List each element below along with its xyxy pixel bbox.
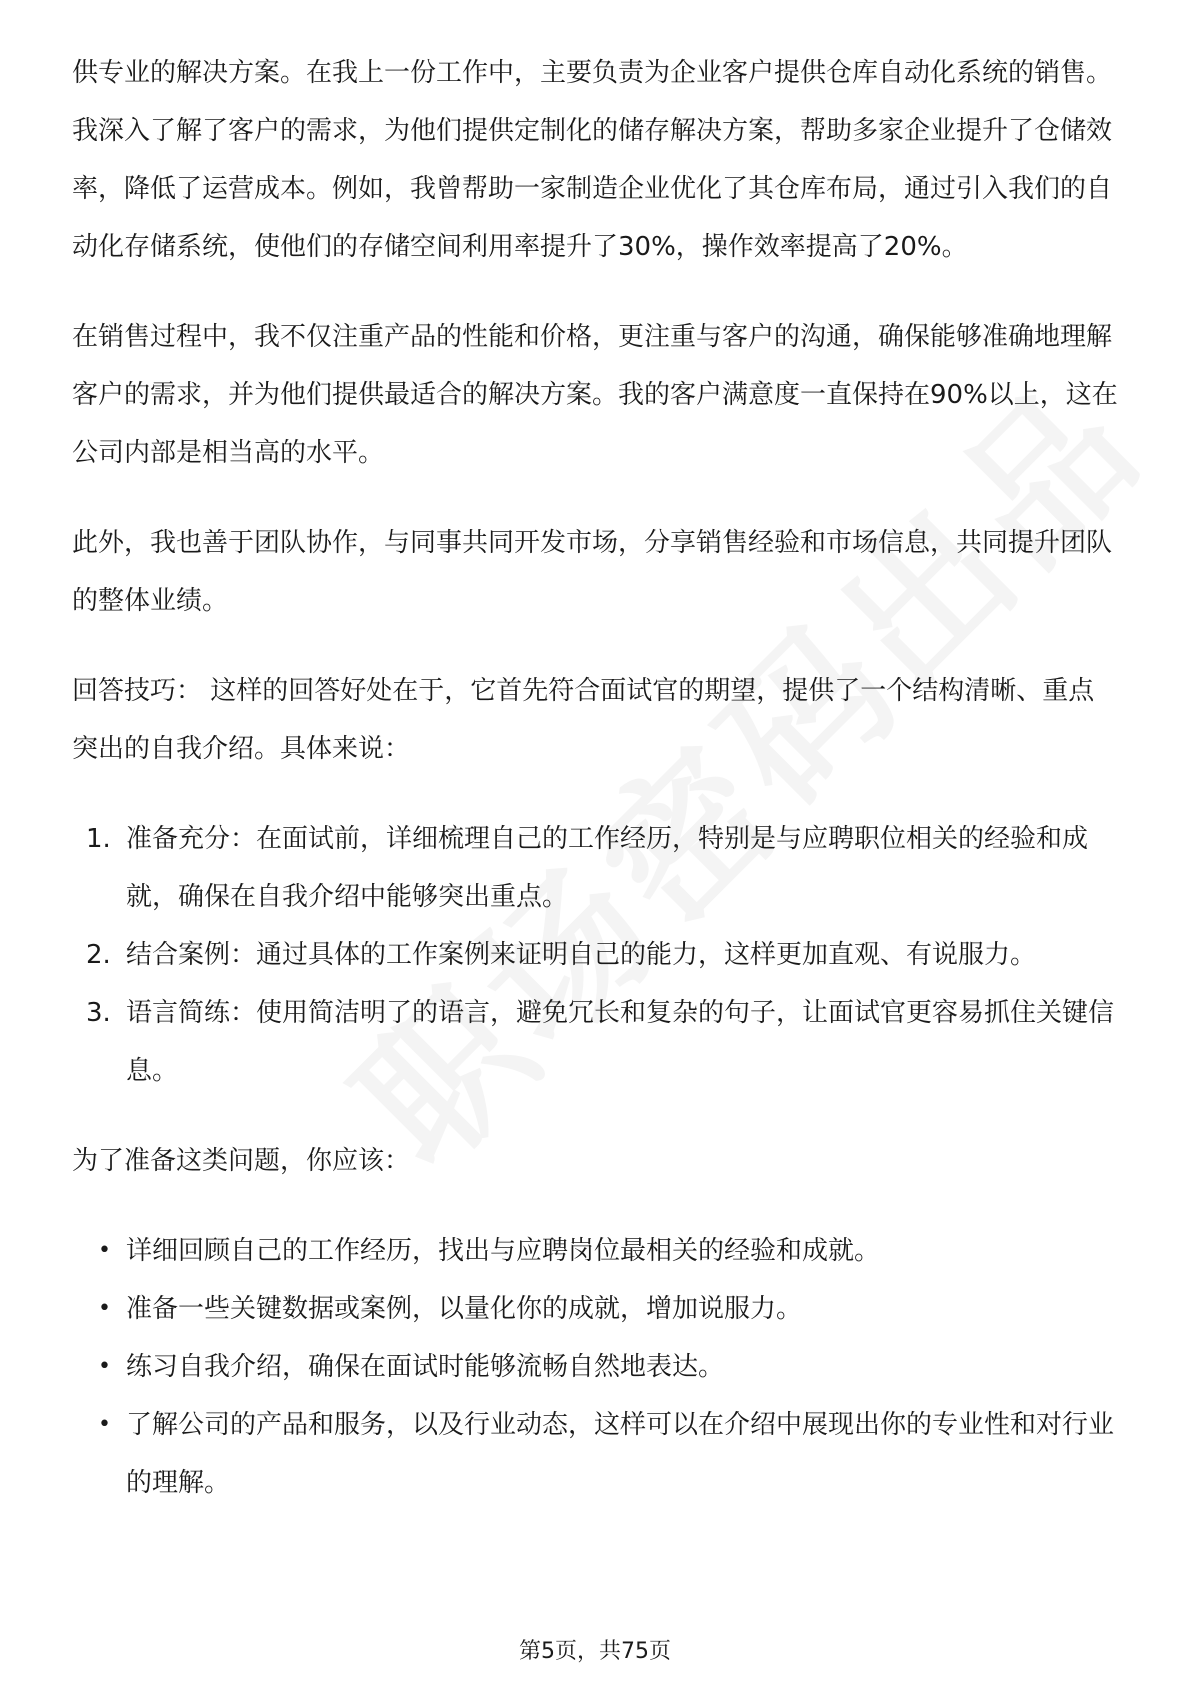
bullet-icon: • — [98, 1354, 111, 1379]
list-item — [72, 1338, 1118, 1396]
list-item-text: 了解公司的产品和服务，以及行业动态，这样可以在介绍中展现出你的专业性和对行业的理解。 — [126, 1410, 1115, 1498]
list-item-text: 结合案例：通过具体的工作案例来证明自己的能力，这样更加直观、有说服力。 — [126, 940, 1037, 970]
list-item-text: 语言简练：使用简洁明了的语言，避免冗长和复杂的句子，让面试官更容易抓住关键信息。 — [126, 998, 1115, 1086]
paragraph-sales-process: 在销售过程中，我不仅注重产品的性能和价格，更注重与客户的沟通，确保能够准确地理解客户的需求，并为他们提供最适合的解决方案。我的客户满意度一直保持在90%以上，这在公司内部是相当高的水平。 — [72, 322, 1118, 468]
list-number: 2. — [86, 940, 111, 970]
list-item — [72, 1222, 1118, 1280]
bullet-icon: • — [98, 1296, 111, 1321]
bullet-icon: • — [98, 1412, 111, 1437]
paragraph-experience: 供专业的解决方案。在我上一份工作中，主要负责为企业客户提供仓库自动化系统的销售。我深入了解了客户的需求，为他们提供定制化的储存解决方案，帮助多家企业提升了仓储效率，降低了运营成本。例如，我曾帮助一家制造企业优化了其仓库布局，通过引入我们的自动化存储系统，使他们的存储空间利用率提升了30%，操作效率提高了20%。 — [72, 58, 1113, 262]
list-number: 1. — [86, 824, 111, 854]
prepare-list — [72, 1222, 1118, 1512]
list-item — [72, 984, 1118, 1100]
list-number: 3. — [86, 998, 111, 1028]
list-item — [72, 810, 1118, 926]
page-footer: 第5页，共75页 — [519, 1639, 671, 1664]
list-item — [72, 926, 1118, 984]
list-item-text: 准备一些关键数据或案例，以量化你的成就，增加说服力。 — [126, 1294, 803, 1324]
list-item-text: 练习自我介绍，确保在面试时能够流畅自然地表达。 — [126, 1352, 725, 1382]
page-content — [72, 44, 1118, 1512]
list-item — [72, 1280, 1118, 1338]
paragraph-prepare-intro: 为了准备这类问题，你应该： — [72, 1146, 411, 1176]
paragraph-teamwork: 此外，我也善于团队协作，与同事共同开发市场，分享销售经验和市场信息，共同提升团队的整体业绩。 — [72, 528, 1113, 616]
list-item-text: 准备充分：在面试前，详细梳理自己的工作经历，特别是与应聘职位相关的经验和成就，确保在自我介绍中能够突出重点。 — [126, 824, 1089, 912]
bullet-icon: • — [98, 1238, 111, 1263]
list-item-text: 详细回顾自己的工作经历，找出与应聘岗位最相关的经验和成就。 — [126, 1236, 881, 1266]
tips-list — [72, 810, 1118, 1100]
paragraph-answer-tips: 回答技巧： 这样的回答好处在于，它首先符合面试官的期望，提供了一个结构清晰、重点突出的自我介绍。具体来说： — [72, 676, 1095, 764]
list-item — [72, 1396, 1118, 1512]
